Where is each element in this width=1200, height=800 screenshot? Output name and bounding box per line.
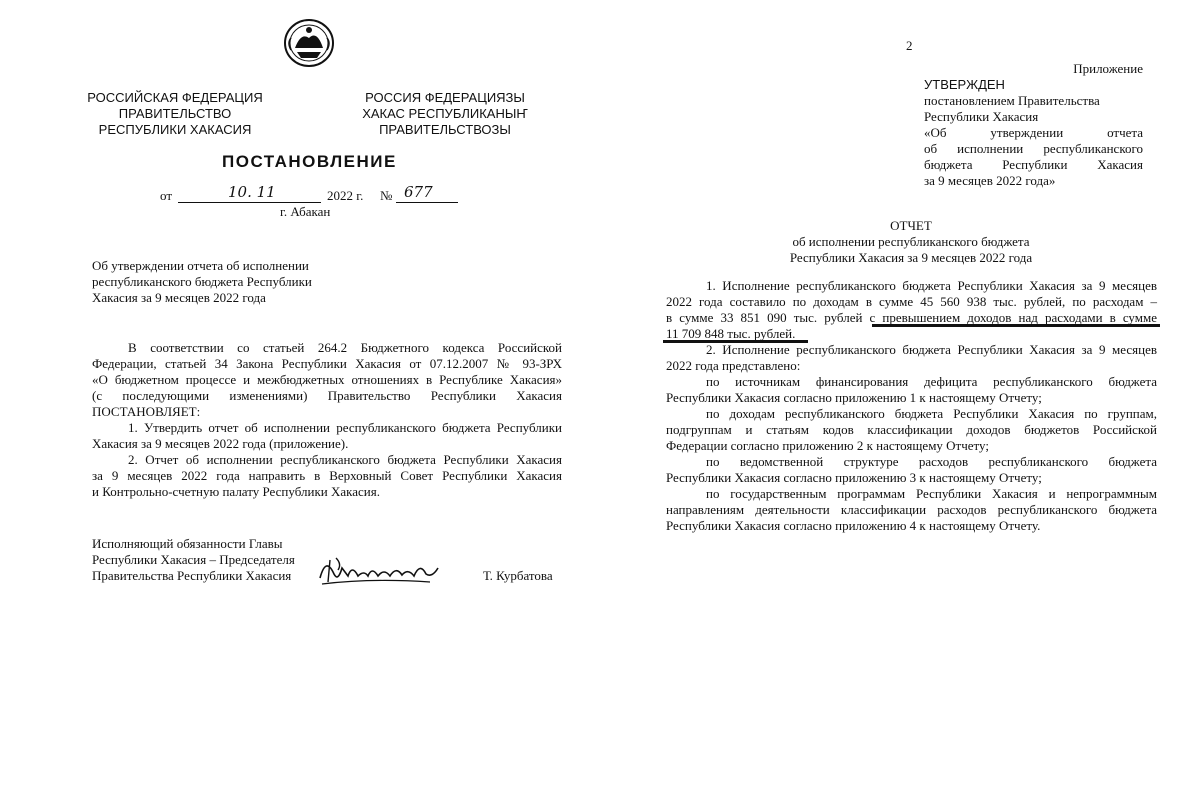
body-line: «О бюджетном процессе и межбюджетных отношениях в Республике Хакасия» [92, 372, 562, 387]
report-title: ОТЧЕТ [890, 218, 932, 233]
report-line: Республики Хакасия согласно приложению 3 к настоящему Отчету; [666, 470, 1042, 485]
year: 2022 г. [327, 188, 364, 203]
report-line: Республики Хакасия согласно приложению 1 к настоящему Отчету; [666, 390, 1042, 405]
signatory-block [92, 536, 332, 584]
date-prefix: от [160, 188, 173, 203]
body-line: Федерации, статьей 34 Закона Республики Хакасия от 07.12.2007 № 93-ЗРХ [92, 356, 562, 371]
approval-line: за 9 месяцев 2022 года» [924, 173, 1056, 188]
body-line: и Контрольно-счетную палату Республики Хакасия. [92, 484, 380, 499]
report-line: 2. Исполнение республиканского бюджета Республики Хакасия за 9 месяцев [706, 342, 1157, 357]
approval-line: постановлением Правительства [924, 93, 1100, 108]
header-russian-line: РЕСПУБЛИКИ ХАКАСИЯ [98, 122, 252, 137]
approval-block [924, 93, 1143, 189]
subject-line: Об утверждении отчета об исполнении [92, 258, 309, 273]
header-khakas-line: ХАКАС РЕСПУБЛИКАНЫҤ [362, 106, 528, 121]
report-subtitle-line: Республики Хакасия за 9 месяцев 2022 года [789, 250, 1033, 265]
body-line: 1. Утвердить отчет об исполнении республиканского бюджета Республики [128, 420, 562, 435]
signer-name: Т. Курбатова [483, 568, 553, 583]
report-line: 2022 года составило по доходам в сумме 45 560 938 тыс. рублей, по расходам – [666, 294, 1157, 309]
body-line: В соответствии со статьей 264.2 Бюджетного кодекса Российской [128, 340, 562, 355]
body-line: (с последующими изменениями) Правительство Республики Хакасия [92, 388, 562, 403]
khakassia-emblem-icon [279, 18, 339, 68]
report-line: 11 709 848 тыс. рублей. [666, 326, 796, 341]
report-line: 2022 года представлено: [666, 358, 801, 373]
handwritten-signature-icon [312, 548, 442, 590]
approved-label: УТВЕРЖДЕН [924, 77, 1005, 92]
report-line: 1. Исполнение республиканского бюджета Республики Хакасия за 9 месяцев [706, 278, 1157, 293]
header-russian [80, 90, 270, 138]
report-line: по государственным программам Республики Хакасия и непрограммным [706, 486, 1157, 501]
report-line: по источникам финансирования дефицита республиканского бюджета [706, 374, 1157, 389]
subject [92, 258, 352, 306]
body-line: Хакасия за 9 месяцев 2022 года (приложение). [92, 436, 349, 451]
signatory-line: Правительства Республики Хакасия [92, 568, 292, 583]
city: г. Абакан [280, 204, 331, 219]
report-line: Республики Хакасия согласно приложению 4 к настоящему Отчету. [666, 518, 1041, 533]
signatory-line: Республики Хакасия – Председателя [92, 552, 295, 567]
date-value: 10. 11 [228, 183, 276, 201]
number-value: 677 [404, 183, 433, 201]
header-russian-line: РОССИЙСКАЯ ФЕДЕРАЦИЯ [87, 90, 263, 105]
report-line: в сумме 33 851 090 тыс. рублей с превышением доходов над расходами в сумме [666, 310, 1157, 325]
header-russian-line: ПРАВИТЕЛЬСТВО [118, 106, 232, 121]
appendix-label: Приложение [1073, 61, 1143, 76]
header-khakas-line: ПРАВИТЕЛЬСТВОЗЫ [379, 122, 511, 137]
report-line: по ведомственной структуре расходов республиканского бюджета [706, 454, 1157, 469]
resolution-body [92, 340, 562, 500]
approval-line: «Об утверждении отчета [924, 125, 1143, 140]
report-subtitle [711, 234, 1111, 266]
document-title: ПОСТАНОВЛЕНИЕ [222, 152, 397, 171]
report-line: по доходам республиканского бюджета Республики Хакасия по группам, [706, 406, 1157, 421]
report-subtitle-line: об исполнении республиканского бюджета [792, 234, 1030, 249]
body-line: за 9 месяцев 2022 года направить в Верховный Совет Республики Хакасия [92, 468, 562, 483]
signatory-line: Исполняющий обязанности Главы [92, 536, 283, 551]
subject-line: республиканского бюджета Республики [92, 274, 312, 289]
number-sign: № [380, 188, 393, 203]
report-line: подгруппам и статьям кодов классификации доходов бюджетов Российской [666, 422, 1157, 437]
approval-line: об исполнении республиканского [924, 141, 1143, 156]
date-line [178, 202, 321, 203]
body-line: ПОСТАНОВЛЯЕТ: [92, 404, 201, 419]
report-line: направлениям деятельности классификации расходов республиканского бюджета [666, 502, 1157, 517]
subject-line: Хакасия за 9 месяцев 2022 года [92, 290, 266, 305]
number-line [396, 202, 458, 203]
body-line: 2. Отчет об исполнении республиканского бюджета Республики Хакасия [128, 452, 562, 467]
approval-line: бюджета Республики Хакасия [924, 157, 1143, 172]
report-body [666, 278, 1157, 534]
header-khakas-line: РОССИЯ ФЕДЕРАЦИЯЗЫ [365, 90, 525, 105]
report-line: Федерации согласно приложению 2 к настоящему Отчету; [666, 438, 989, 453]
page-number: 2 [906, 38, 913, 53]
header-khakas [350, 90, 540, 138]
approval-line: Республики Хакасия [924, 109, 1039, 124]
